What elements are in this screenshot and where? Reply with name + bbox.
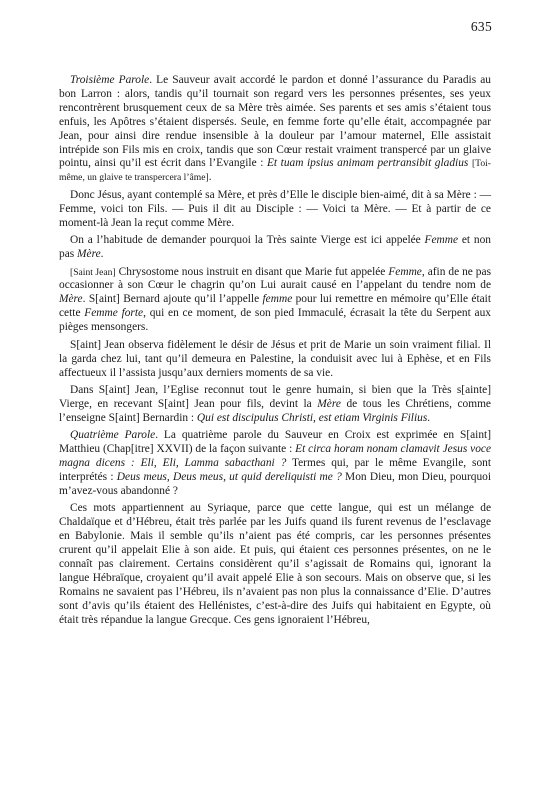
text-run: , afin de ne pas occasionner à son Cœur le chagrin qu’on Lui aurait causé en l’appelant du tendre nom de [59,265,491,292]
italic-run: Quatrième Parole [70,429,156,442]
italic-run: Qui est discipulus Christi, est etiam Virginis Filius [196,411,428,424]
paragraph [59,266,491,336]
text-run: . [427,411,431,424]
italic-run: Mère [59,293,83,306]
italic-run: Femme [388,265,422,278]
text-run: On a l’habitude de demander pourquoi la Très sainte Vierge est ici appelée [70,234,425,247]
bracket-note: [Saint Jean] [70,266,116,278]
paragraph [59,384,491,426]
italic-run: Femme [424,234,459,247]
italic-run: Troisième Parole [70,74,150,86]
text-run: de tous les Chrétiens, comme l’enseigne S[aint] Bernardin : [59,397,491,424]
text-run: Donc Jésus, ayant contemplé sa Mère, et près d’Elle le disciple bien-aimé, dit à sa Mère : — Femme, voici ton Fils. — Puis il dit au Disciple : — Voici ta Mère. — Et à partir de ce moment-là Jean la reçut comme Mère. [59,188,491,229]
italic-run: Mère [317,397,341,410]
paragraph [59,234,491,262]
paragraph [59,189,491,231]
italic-run: Femme forte [84,307,144,320]
text-run: . S[aint] Bernard ajoute qu’il l’appelle [82,293,263,306]
italic-run: Mère [77,248,101,261]
italic-run: Et tuam ipsius animam pertransibit gladius [266,157,469,170]
text-run: . [208,171,212,184]
text-run: Ces mots appartiennent au Syriaque, parce que cette langue, qui est un mélange de Chaldaïque et d’Hébreu, était très parlée par les Juifs quand ils furent revenus de l’esclavage en Babylonie. Mais il semble qu’ils n’aient pas été compris, car les personnes présentes crurent qu’il appelait Elie à son aide. Et puis, qui étaient ces personnes présentes, on ne le connaît pas clairement. Certains considèrent qu’il s’agissait de Romains qui, ignorant la langue Hébraïque, croyaient qu’il avait appelé Elie à son secours. Mais on observe que, si les Romains ne savaient pas l’Hébreu, ils n’avaient pas non plus la connaissance d’Elie. D’autres sont d’avis qu’ils étaient des Hellénistes, c’est-à-dire des Juifs qui habitaient en Egypte, où était très répandue la langue Grecque. Ces gens ignoraient l’Hébreu, [59,502,491,626]
text-run: Mon Dieu, mon Dieu, pourquoi m’avez-vous abandonné ? [59,471,492,497]
paragraph [59,502,491,627]
page-body-text [59,74,491,631]
page-number: 635 [470,19,492,34]
text-run: , qui en ce moment, de son pied Immaculé, écrasait la tête du Serpent aux pièges mensongers. [59,307,491,334]
text-run: . Le Sauveur avait accordé le pardon et donné l’assurance du Paradis au bon Larron : alors, tandis qu’il tournait son regard vers les personnes présentes, ses yeux rencontrèrent brusquement ceux de sa Mère très aimée. Ses parents et ses amis s’étaient tous enfuis, les Apôtres s’étaient dispersés. Seule, en femme forte qu’elle était, accompagnée par Jean, pour ainsi dire rendue insensible à la douleur par l’amour maternel, Elle assistait intrépide son Fils mis en croix, tandis que son Cœur restait vraiment transpercé par un glaive pointu, ainsi qu’il est écrit dans l’Evangile : [59,74,492,170]
text-run: S[aint] Jean observa fidèlement le désir de Jésus et prit de Marie un soin vraiment filial. Il la garda chez lui, tant qu’il demeura en Palestine, la conduisit avec lui à Ephèse, et en Fils affectueux il l’assista jusqu’aux derniers moments de sa vie. [59,338,491,379]
italic-run: femme [262,293,293,306]
text-run: Chrysostome nous instruit en disant que Marie fut appelée [115,265,389,278]
italic-run: Deus meus, Deus meus, ut quid dereliquisti me ? [116,471,342,484]
italic-run: Et circa horam nonam clamavit Jesus voce magna dicens : Eli, Eli, Lamma sabacthani ? [59,443,491,470]
paragraph [59,339,491,381]
paragraph [59,429,491,499]
text-run: . [100,248,104,261]
text-run: Dans S[aint] Jean, l’Eglise reconnut tout le genre humain, si bien que la Très s[ainte] Vierge, en recevant S[aint] Jean pour fils, devint la [59,384,491,410]
paragraph [59,74,491,185]
text-run: . La quatrième parole du Sauveur en Croix est exprimée en S[aint] Matthieu (Chap[itre] XXVII) de la façon suivante : [59,429,491,456]
bracket-note: [Toi-même, un glaive te transpercera l’âme] [59,158,491,184]
text-run: pour lui remettre en mémoire qu’Elle était cette [59,293,491,320]
text-run: et non pas [59,234,491,261]
text-run: Termes qui, par le même Evangile, sont interprétés : [59,457,492,484]
